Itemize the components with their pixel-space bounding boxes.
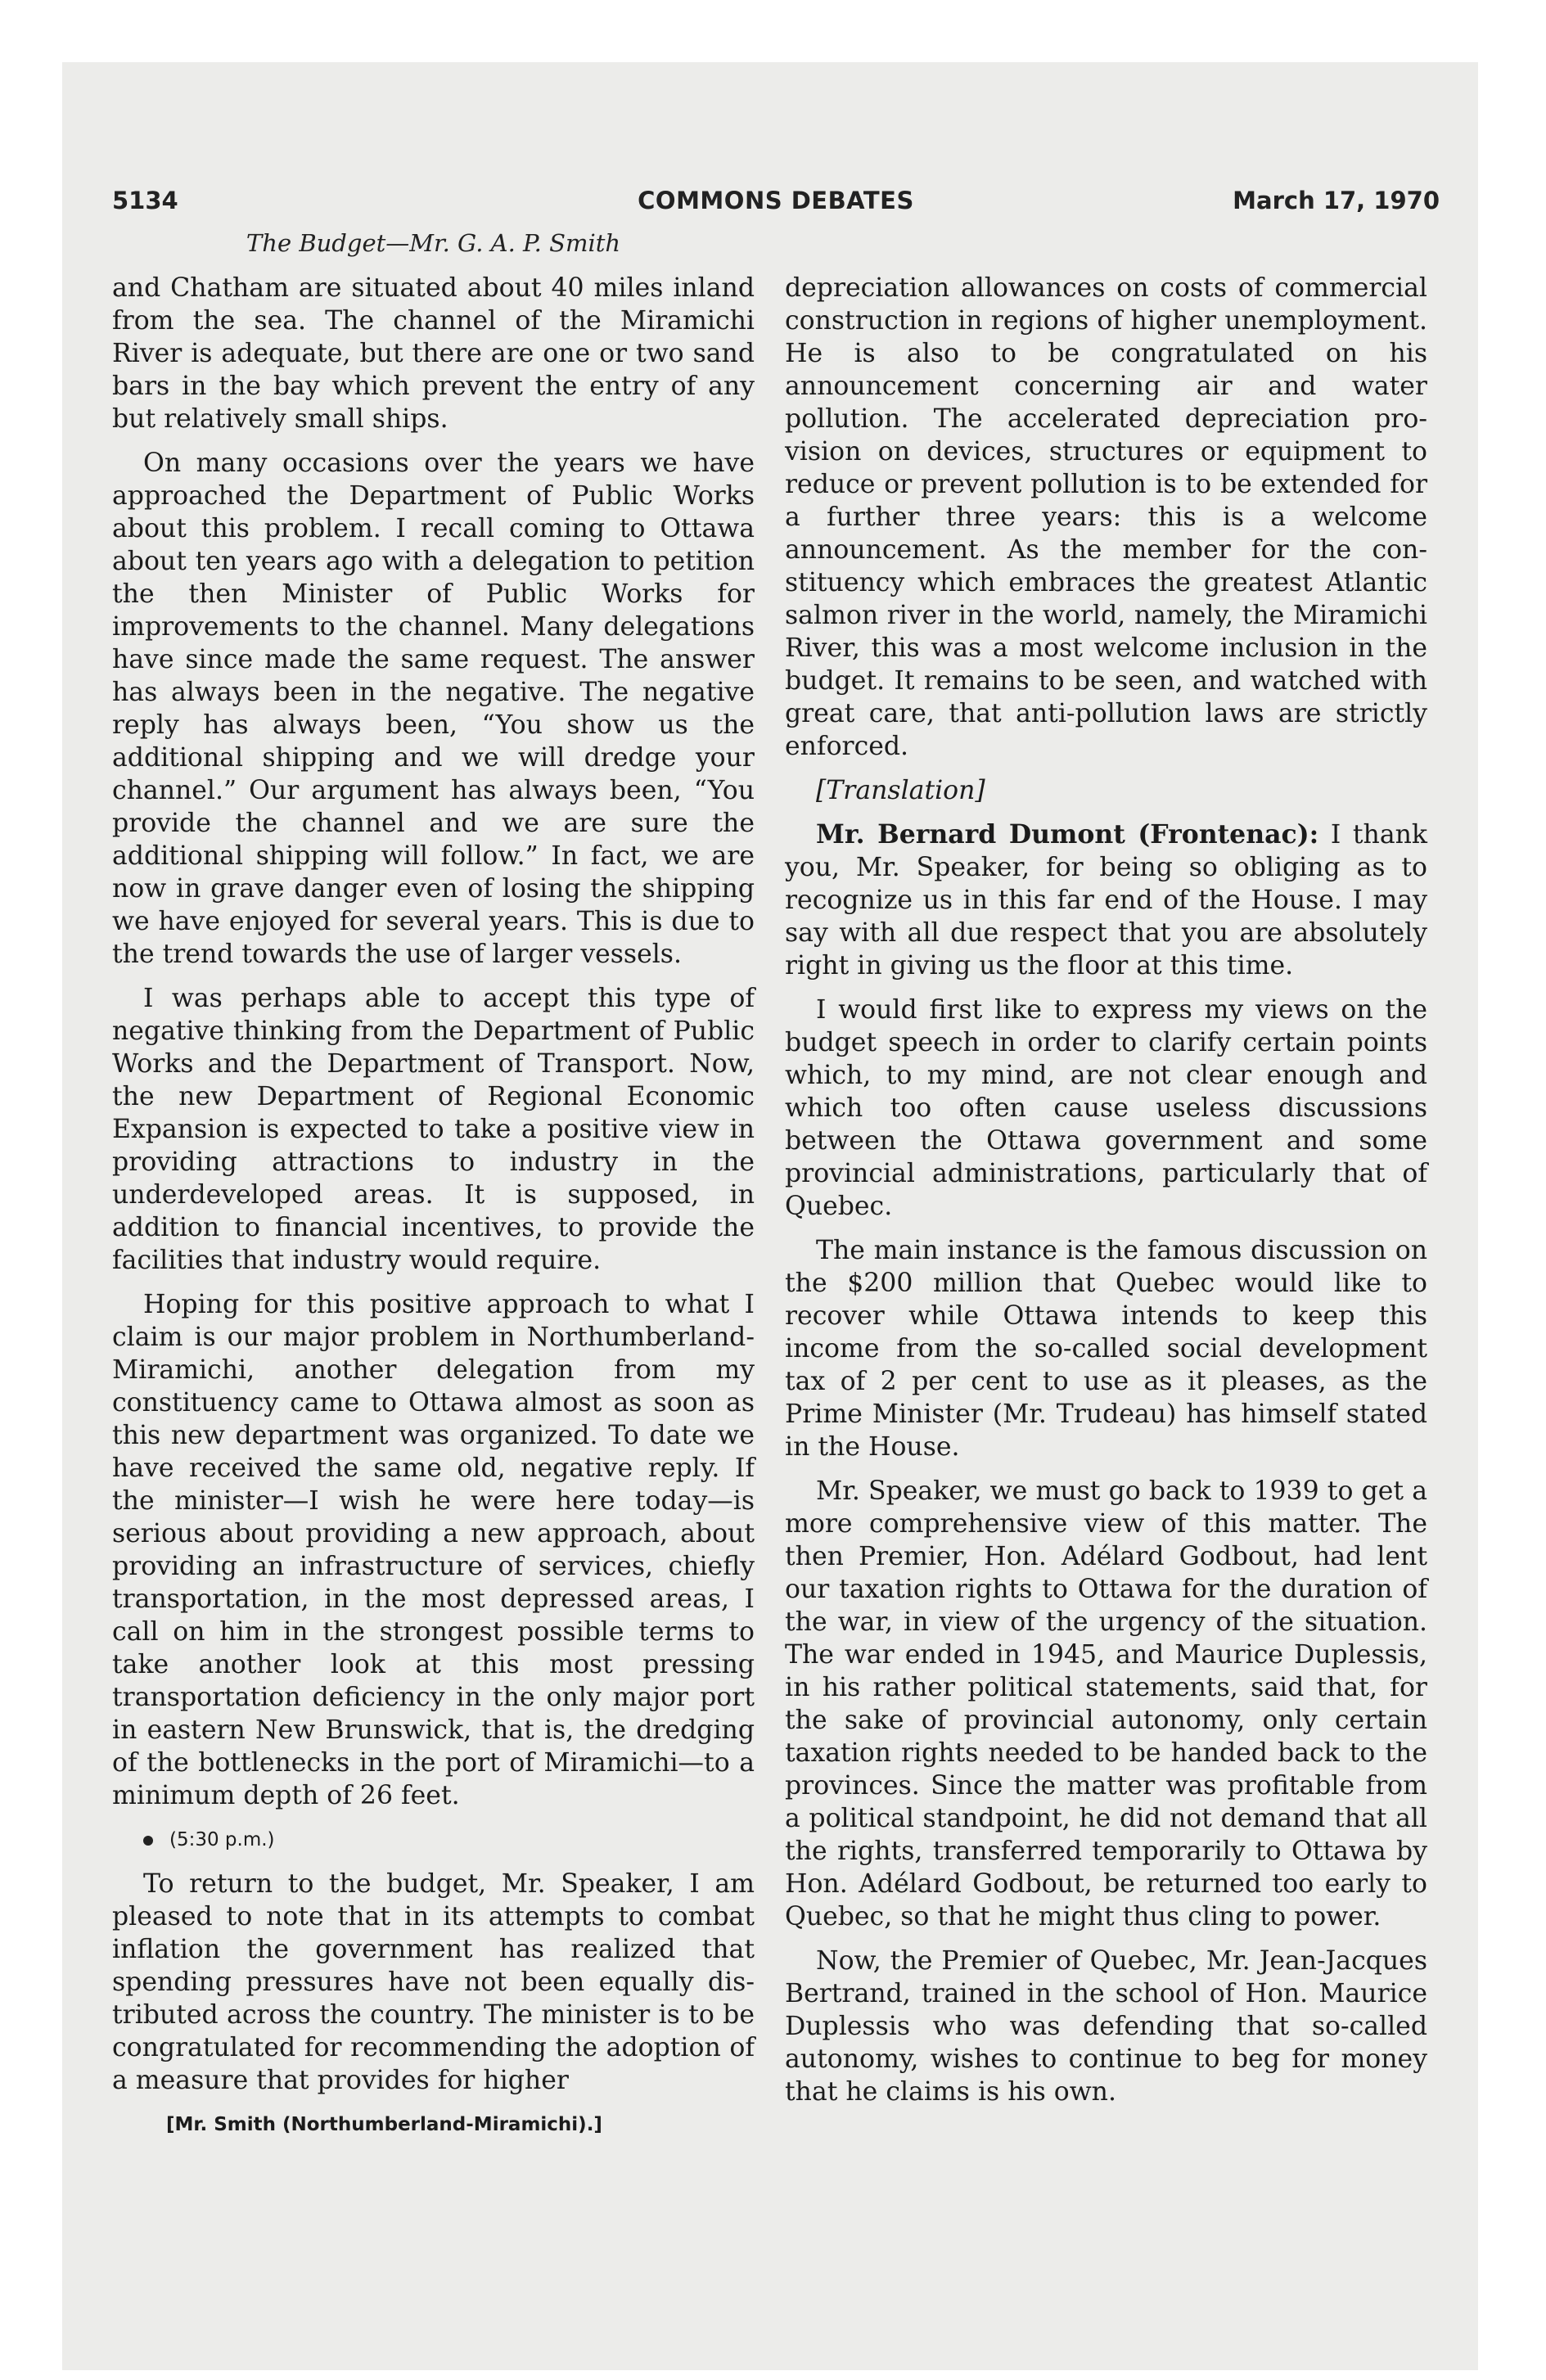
speech-text: I thank you, Mr. Speaker, for being so obliging as to recognize us in this far end of the House. I may say with all due respect that you are absolutely right in giving us the floor at this time. — [785, 820, 1428, 980]
paragraph: The main instance is the famous discussion on the $200 million that Quebec would like to recover while Ottawa intends to keep this income from the so-called social development tax of 2 per cent to use as it pleases, as the Prime Minister (Mr. Trudeau) has himself stated in the House. — [785, 1236, 1427, 1462]
page-header — [112, 187, 1440, 229]
page-number: 5134 — [112, 187, 178, 214]
paragraph: depreciation allowances on costs of commercial construction in regions of higher unemployment. He is also to be congratulated on his announcement concerning air and water pollution. The accelerated depreciation provision on devices, structures or equipment to reduce or prevent pollution is to be extended for a further three years: this is a welcome announcement. As the member for the constituency which embraces the greatest Atlantic salmon river in the world, namely, the Miramichi River, this was a most welcome inclusion in the budget. It remains to be seen, and watched with great care, that anti-pollution laws are strictly enforced. — [785, 273, 1427, 761]
timestamp — [112, 1823, 755, 1856]
paragraph: To return to the budget, Mr. Speaker, I am pleased to note that in its attempts to combat inflation the government has realized that spending pressures have not been equally distributed across the country. The minister is to be congratulated for recommending the adoption of a measure that provides for higher — [112, 1869, 755, 2095]
paragraph: Hoping for this positive approach to what I claim is our major problem in Northumberland-Miramichi, another delegation from my constituency came to Ottawa almost as soon as this new department was organized. To date we have received the same old, negative reply. If the minister—I wish he were here today—is serious about providing a new approach, about providing an infrastructure of services, chiefly transportation, in the most depressed areas, I call on him in the strongest possible terms to take another look at this most pressing transportation deficiency in the only major port in eastern New Brunswick, that is, the dredging of the bottlenecks in the port of Miramichi—to a minimum depth of 26 feet. — [112, 1290, 755, 1810]
speaker-footer: [Mr. Smith (Northumberland-Miramichi).] — [166, 2114, 602, 2135]
paragraph: Mr. Speaker, we must go back to 1939 to get a more comprehensive view of this matter. The then Premier, Hon. Adélard Godbout, had lent our taxation rights to Ottawa for the duration of the war, in view of the urgency of the situation. The war ended in 1945, and Maurice Duplessis, in his rather political statements, said that, for the sake of provincial autonomy, only certain taxation rights needed to be handed back to the provinces. Since the matter was profitable from a political standpoint, he did not demand that all the rights, transferred temporarily to Ottawa by Hon. Adélard Godbout, be returned too early to Quebec, so that he might thus cling to power. — [785, 1476, 1427, 1931]
speaker-paragraph — [785, 818, 1427, 982]
right-column — [785, 272, 1427, 2120]
running-head: The Budget—Mr. G. A. P. Smith — [246, 229, 621, 257]
paragraph: I would first like to express my views on the budget speech in order to clarify certain points which, to my mind, are not clear enough and which too often cause useless discussions between the Ottawa government and some provincial administrations, particularly that of Quebec. — [785, 995, 1427, 1221]
speaker-name: Mr. Bernard Dumont (Frontenac): — [816, 819, 1319, 850]
publication-date: March 17, 1970 — [1233, 187, 1440, 214]
translation-label: [Translation] — [816, 776, 985, 805]
document-page — [112, 187, 1440, 2135]
paragraph: I was perhaps able to accept this type of negative thinking from the Department of Public Works and the Department of Transport. Now, the new Department of Regional Economic Expansion is expected to take a positive view in providing attractions to industry in the underdeveloped areas. It is supposed, in addition to financial incentives, to provide the facilities that industry would require. — [112, 984, 755, 1275]
timestamp-text: (5:30 p.m.) — [169, 1829, 275, 1850]
paragraph: On many occasions over the years we have approached the Department of Public Works about this problem. I recall coming to Ottawa about ten years ago with a delegation to petition the then Minister of Public Works for improvements to the channel. Many delegations have since made the same request. The answer has always been in the negative. The negative reply has always been, “You show us the additional shipping and we will dredge your channel.” Our argument has always been, “You provide the channel and we are sure the additional shipping will follow.” In fact, we are now in grave danger even of losing the shipping we have enjoyed for several years. This is due to the trend towards the use of larger vessels. — [112, 449, 755, 969]
paragraph: Now, the Premier of Quebec, Mr. Jean-Jacques Bertrand, trained in the school of Hon. Maurice Duplessis who was defending that so-called autonomy, wishes to continue to beg for money that he claims is his own. — [785, 1946, 1427, 2107]
publication-title: COMMONS DEBATES — [638, 187, 914, 214]
bullet-icon — [143, 1836, 153, 1846]
left-column — [112, 272, 755, 2152]
paragraph: and Chatham are situated about 40 miles inland from the sea. The channel of the Miramichi River is adequate, but there are one or two sand bars in the bay which prevent the entry of any but relatively small ships. — [112, 273, 755, 434]
